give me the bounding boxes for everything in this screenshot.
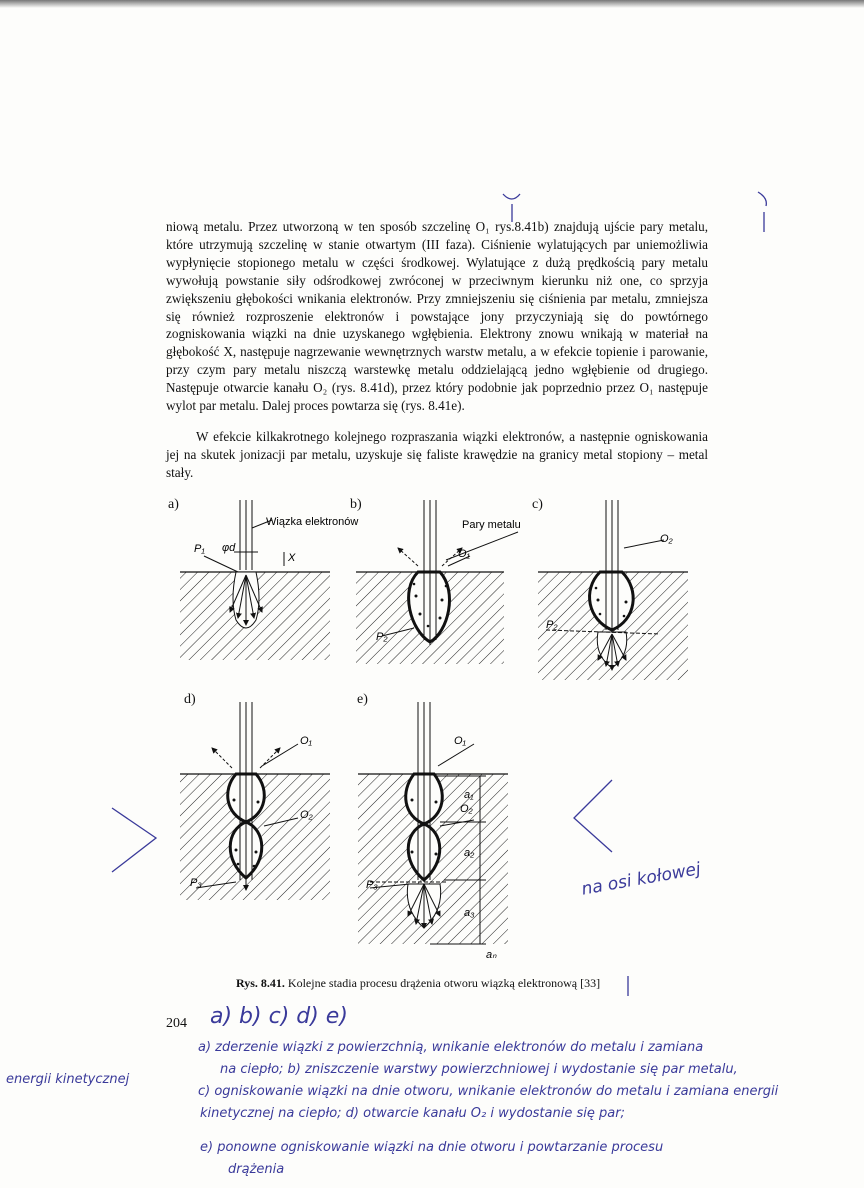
- handwritten-line-1: a) zderzenie wiązki z powierzchnią, wnikanie elektronów do metalu i zamiana: [198, 1040, 704, 1055]
- caption-text: Kolejne stadia procesu drążenia otworu wiązką elektronową [33]: [287, 976, 601, 990]
- label-X: X: [288, 552, 296, 564]
- label-P3-e: P₃: [366, 879, 378, 891]
- label-P3-d: P₃: [190, 877, 202, 889]
- handwritten-line-2: na ciepło; b) zniszczenie warstwy powierzchniowej i wydostanie się par metalu,: [220, 1062, 738, 1077]
- page-number: 204: [166, 1016, 187, 1031]
- label-O2-d: O₂: [300, 809, 313, 821]
- label-a2: a₂: [464, 847, 475, 859]
- body-paragraph-2: W efekcie kilkakrotnego kolejnego rozpraszania wiązki elektronów, a następnie ogniskowania jej na skutek jonizacji par metalu, uzyskuje się faliste krawędzie na granicy metal stopiony – metal stały.: [166, 429, 708, 480]
- handwritten-line-5: e) ponowne ogniskowanie wiązki na dnie otworu i powtarzanie procesu: [200, 1140, 664, 1155]
- label-a1: a₁: [464, 789, 474, 801]
- label-phid: φd: [222, 542, 236, 554]
- label-O1-b: O₁: [458, 548, 471, 560]
- figure-caption: [236, 976, 600, 991]
- label-O2-e: O₂: [460, 803, 473, 815]
- label-O2-c: O₂: [660, 533, 673, 545]
- handwritten-line-6: drążenia: [228, 1162, 285, 1177]
- panel-letter-a: a): [168, 497, 179, 512]
- label-P2-b: P₂: [376, 631, 388, 643]
- panel-a-diagram: [180, 500, 358, 660]
- panel-letter-c: c): [532, 497, 543, 512]
- panel-letter-e: e): [357, 692, 368, 707]
- handwritten-margin-note: energii kinetycznej: [6, 1072, 130, 1087]
- handwritten-letters: a) b) c) d) e): [210, 1004, 348, 1029]
- label-P2-c: P₂: [546, 619, 558, 631]
- handwritten-line-4: kinetycznej na ciepło; d) otwarcie kanału O₂ i wydostanie się par;: [200, 1106, 625, 1121]
- label-P1-a: P₁: [194, 543, 205, 555]
- label-O1-d: O₁: [300, 735, 313, 747]
- body-paragraph-1: niową metalu. Przez utworzoną w ten sposób szczelinę O₁ rys.8.41b) znajdują ujście pary metalu, które utrzymują szczelinę w stanie otwartym (III faza). Ciśnienie wylatujących par uniemożliwia wypłynięcie stopionego metalu w części środkowej. Wylatujące z dużą prędkością pary metalu wywołują powstanie siły odśrodkowej zwróconej w przeciwnym kierunku niż one, co sprzyja zwiększeniu głębokości wnikania elektronów. Przy zmniejszeniu się ciśnienia par metalu, zmniejsza się również rozproszenie elektronów i powstające jony przyczyniają się do powtórnego zogniskowania wiązki na dnie uzyskanego wgłębienia. Elektrony znowu wnikają w materiał na głębokość X, następuje nagrzewanie wewnętrznych warstw metalu, a w efekcie topienie i parowanie, przy czym pary metalu niszczą warstewkę metalu oddzielającą jedno wgłębienie od drugiego. Następuje otwarcie kanału O₂ (rys. 8.41d), przez który podobnie jak poprzednio przez O₁ następuje wylot par metalu. Dalej proces powtarza się (rys. 8.41e).: [166, 219, 708, 414]
- panel-e-diagram: [358, 702, 508, 961]
- caption-label: Rys. 8.41.: [236, 976, 285, 990]
- label-O1-e: O₁: [454, 735, 467, 747]
- handwritten-note: na osi kołowej: [580, 859, 703, 900]
- panel-letter-b: b): [350, 497, 362, 512]
- panel-b-diagram: [356, 500, 521, 664]
- label-a3: a₃: [464, 907, 475, 919]
- panel-letter-d: d): [184, 692, 196, 707]
- label-pary: Pary metalu: [462, 519, 521, 531]
- label-wiazka: Wiązka elektronów: [266, 516, 359, 528]
- panel-c-diagram: [538, 500, 688, 680]
- label-an: aₙ: [486, 949, 497, 961]
- panel-d-diagram: [180, 702, 330, 900]
- handwritten-line-3: c) ogniskowanie wiązki na dnie otworu, wnikanie elektronów do metalu i zamiana energii: [198, 1084, 779, 1099]
